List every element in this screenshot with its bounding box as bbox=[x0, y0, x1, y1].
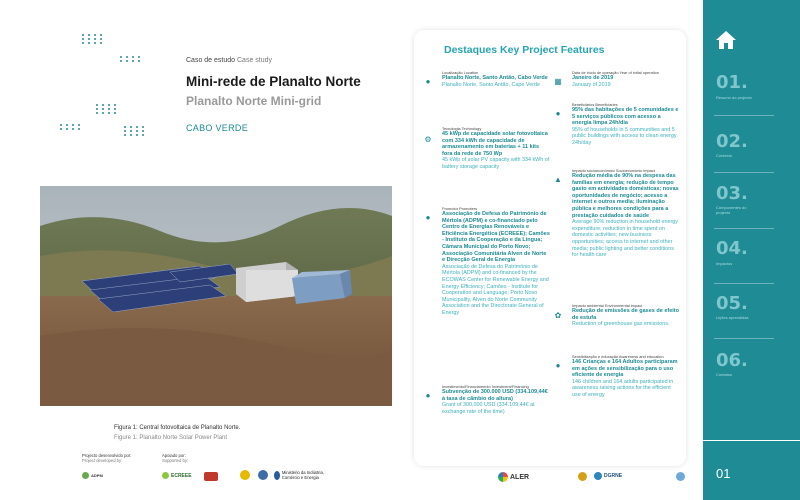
nav-item-5-number[interactable]: 05. bbox=[716, 293, 748, 314]
nav-item-3-number[interactable]: 03. bbox=[716, 183, 748, 204]
emblem-logo bbox=[240, 470, 250, 480]
page-number: 01 bbox=[716, 466, 731, 481]
seal-logo-2 bbox=[578, 472, 587, 481]
promoters-section: Promotor Promoters Associação de Defesa do Património de Mértola (ADPM) e co-financiado pelo Centro de Energias Renováveis e Eficiência Energética (ECREEE); Camões - Instituto da Cooperação e da Língua; Câmara Municipal do Porto Novo; Associação Comunitária Alven de Norte e Direcção Geral de Energia Associação de Defesa do Património de Mértola (ADPM) and co-financed by the ECOWAS Center for Renewable Energy and Energy Efficiency; Camões - Institute for Cooperation and Language; Porto Novo Municipality, Alven do Norte Community Association and the Directorate General of Energy bbox=[442, 206, 550, 316]
group-icon: ● bbox=[555, 109, 561, 118]
card-title: Destaques Key Project Features bbox=[444, 44, 605, 56]
dgrne-logo: DGRNE bbox=[594, 472, 622, 480]
people-icon: ● bbox=[425, 213, 431, 222]
chart-icon: ▲ bbox=[554, 175, 562, 184]
education-icon: ● bbox=[555, 361, 561, 370]
adpm-logo: ADPM bbox=[82, 472, 103, 479]
case-study-label: Caso de estudo Case study bbox=[186, 57, 273, 64]
nav-divider bbox=[714, 172, 774, 173]
location-section: Localização Location Planalto Norte, Santo Antão, Cabo Verde Planalto Norte, Santo Antão, Cape Verde bbox=[442, 70, 548, 88]
nav-divider bbox=[714, 228, 774, 229]
nav-item-4-label[interactable]: Impactos bbox=[716, 261, 733, 266]
location-pin-icon: ● bbox=[425, 77, 431, 86]
gear-icon: ⚙ bbox=[424, 135, 432, 144]
nav-item-6-label[interactable]: Contatos bbox=[716, 372, 733, 377]
nav-item-2-label[interactable]: Contexto bbox=[716, 153, 733, 158]
camoes-logo bbox=[204, 472, 218, 481]
decorative-dots-4 bbox=[124, 126, 146, 136]
nav-item-2-number[interactable]: 02. bbox=[716, 131, 748, 152]
page-title: Mini-rede de Planalto Norte bbox=[186, 74, 361, 89]
figure-caption-en: Figure 1: Planalto Norte Solar Power Plant bbox=[114, 435, 228, 441]
supported-by-label: Apoiado por: Supported by: bbox=[162, 453, 189, 463]
ministry-logo: Ministério da Indústria, Comércio e Energia bbox=[274, 470, 334, 480]
decorative-dots-3 bbox=[96, 104, 118, 114]
nav-item-3-label[interactable]: Componentes do projecto bbox=[716, 205, 747, 215]
nav-divider bbox=[714, 115, 774, 116]
nav-divider bbox=[714, 338, 774, 339]
technology-section: Tecnologia Technology 45 kWp de capacidade solar fotovoltaica com 334 kWh de capacidade de armazenamento em baterias + 11 kits fora da rede de 750 Wp 45 kWp of solar PV capacity with 334 kWh of battery storage capacity bbox=[442, 126, 550, 170]
page-subtitle: Planalto Norte Mini-grid bbox=[186, 94, 322, 108]
page-number-divider bbox=[703, 440, 800, 441]
un-logo bbox=[676, 472, 685, 481]
calendar-icon: ▦ bbox=[554, 77, 562, 86]
figure-caption: Figura 1: Central fotovoltaica de Planalto Norte. bbox=[114, 425, 241, 431]
environment-section: Impacto ambiental Environmental impact Redução de emissões de gases de efeito de estufa Reduction of greenhouse gas emissions. bbox=[572, 303, 679, 328]
start-date-section: Data de início de operação Year of initial operation Janeiro de 2019 January of 2019 bbox=[572, 70, 659, 88]
developed-by-label: Projecto desenvolvido por: Project developed by: bbox=[82, 453, 132, 463]
decorative-dots-2 bbox=[120, 56, 142, 62]
nav-item-1-number[interactable]: 01. bbox=[716, 72, 748, 93]
decorative-dots-1 bbox=[82, 34, 104, 44]
ecreee-logo: ECREEE bbox=[162, 472, 192, 479]
decorative-dots-5 bbox=[60, 124, 82, 130]
nav-divider bbox=[714, 283, 774, 284]
nav-item-6-number[interactable]: 06. bbox=[716, 350, 748, 371]
seal-logo bbox=[258, 470, 268, 480]
home-icon[interactable] bbox=[715, 30, 737, 50]
nav-item-1-label[interactable]: Resumo do projecto bbox=[716, 95, 752, 100]
investment-section: Investimento/Financiamento Investment/Financing Subvenção de 300.000 USD (334.109,44€ à taxa de câmbio do altura) Grant of 300,000 USD (334.109,44€ at exchange rate of the time) bbox=[442, 384, 548, 415]
leaf-icon: ✿ bbox=[554, 311, 562, 320]
nav-item-4-number[interactable]: 04. bbox=[716, 238, 748, 259]
country-label: CABO VERDE bbox=[186, 123, 249, 133]
aler-logo: ALER bbox=[498, 472, 529, 482]
nav-item-5-label[interactable]: Lições aprendidas bbox=[716, 315, 749, 320]
beneficiaries-section: Beneficiários Beneficiaries 95% das habitações de 5 comunidades e 5 serviços públicos com acesso a energia limpa 24h/dia 95% of households in 5 communities and 5 public buildings with access to clean energy 24h/day bbox=[572, 102, 679, 146]
money-icon: ● bbox=[425, 391, 431, 400]
socioeconomic-section: Impacto socioeconómico Socioeconomic impact Redução média de 90% na despesa das famílias em energia; redução de tempo gasto em actividades domésticas; novas oportunidades de negócio; acesso a internet e outros media; iluminação pública e melhores condições para a prestação cuidados de saúde Average 90% reduction in household energy expenditure; reduction in time spent on domestic activities; new business opportunities; access to internet and other media; public lighting and better conditions for health care bbox=[572, 168, 679, 259]
solar-plant-photo bbox=[40, 186, 392, 406]
awareness-section: Sensibilização e educação Awareness and education 146 Crianças e 164 Adultos participaram em ações de sensibilização para o uso eficiente de energia 146 children and 164 adults participated in awareness raising actions for the efficient use of energy bbox=[572, 354, 678, 398]
